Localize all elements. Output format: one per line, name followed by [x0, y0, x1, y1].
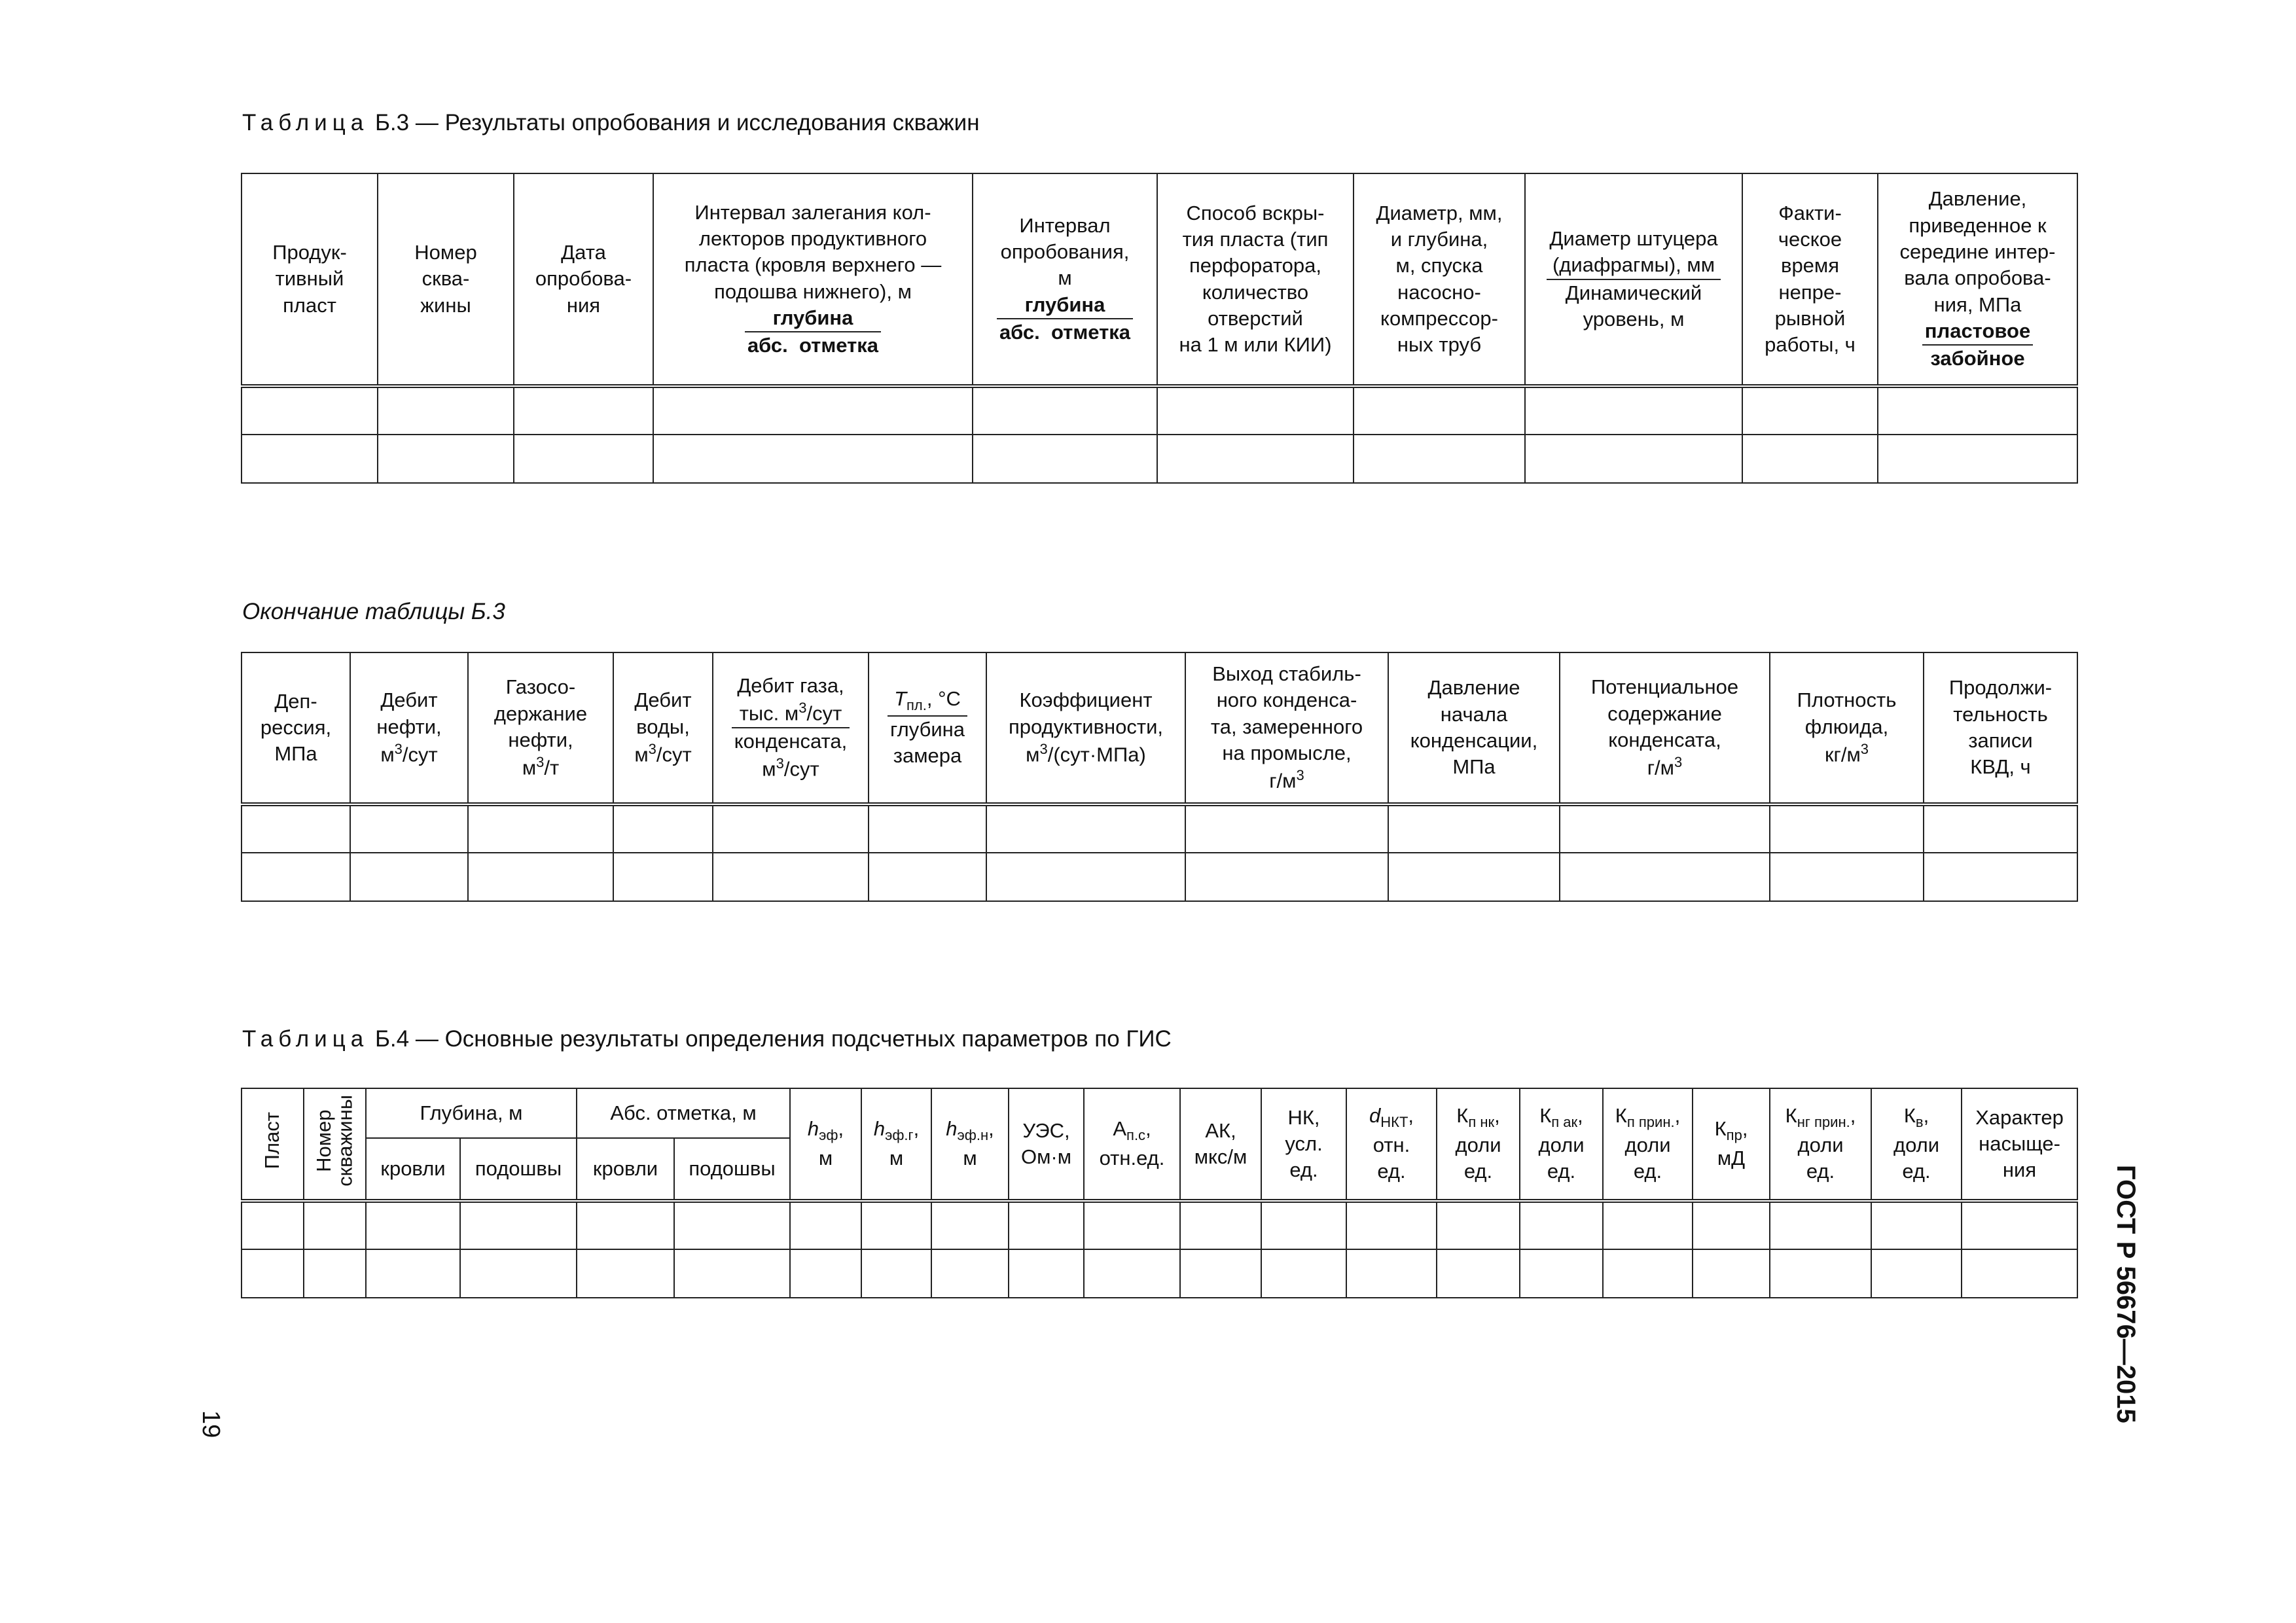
- table-cell[interactable]: [468, 853, 613, 901]
- table-cell[interactable]: [1180, 1201, 1261, 1249]
- b3e-header-oil-rate: [350, 652, 468, 804]
- table-cell[interactable]: [1354, 435, 1525, 483]
- b4-plast-text: Пласт: [260, 1112, 284, 1169]
- b4-kngprin-sub: нг прин.: [1797, 1114, 1850, 1131]
- b3e-temperature-sub: пл.: [906, 697, 927, 714]
- table-cell[interactable]: [1084, 1249, 1180, 1298]
- b4-header-abs-top: кровли: [577, 1138, 674, 1201]
- b3e-potential-content-text: Потенциальное содержание конденсата, г/м: [1590, 675, 1739, 779]
- table-cell[interactable]: [986, 853, 1185, 901]
- table-cell[interactable]: [366, 1201, 460, 1249]
- b4-header-nk: НК, усл. ед.: [1261, 1088, 1346, 1201]
- table-cell[interactable]: [1871, 1201, 1962, 1249]
- table-cell[interactable]: [1388, 804, 1560, 853]
- b4-header-plast: [242, 1088, 304, 1201]
- table-b3-caption: [242, 110, 980, 136]
- b3-interval-text: Интервал залегания кол- лекторов продуктивного пласта (кровля верхнего — подошва нижнего), м: [684, 200, 942, 303]
- b3e-gas-rate-fraction: [732, 673, 850, 783]
- table-cell[interactable]: [1924, 804, 2077, 853]
- b3e-header-duration: Продолжи- тельность записи КВД, ч: [1924, 652, 2077, 804]
- b3-test-interval-fraction: [997, 292, 1133, 346]
- b3e-header-condensate-yield: [1185, 652, 1388, 804]
- table-cell[interactable]: [1693, 1249, 1770, 1298]
- table-row: [242, 386, 2077, 435]
- document-code: ГОСТ Р 56676—2015: [2111, 1165, 2140, 1423]
- table-cell[interactable]: [1157, 386, 1354, 435]
- b3-interval-frac-den: абс. отметка: [747, 334, 879, 357]
- table-cell[interactable]: [1157, 435, 1354, 483]
- table-b3-end-header-row: [242, 652, 2077, 804]
- b3e-oil-rate-unit: /сут: [402, 743, 438, 766]
- b3e-gas-rate-den-text: конденсата, м: [734, 730, 848, 781]
- table-cell[interactable]: [674, 1249, 790, 1298]
- table-cell[interactable]: [242, 853, 350, 901]
- b3-pressure-fraction: [1922, 318, 2033, 372]
- b3-pressure-frac-num: пластовое: [1922, 318, 2033, 346]
- b4-header-kngprin: [1770, 1088, 1871, 1201]
- table-b3: [241, 173, 2078, 484]
- table-cell[interactable]: [514, 435, 653, 483]
- table-cell[interactable]: [1693, 1201, 1770, 1249]
- table-cell[interactable]: [1009, 1249, 1084, 1298]
- table-cell[interactable]: [1346, 1249, 1437, 1298]
- table-cell[interactable]: [468, 804, 613, 853]
- table-cell[interactable]: [973, 386, 1157, 435]
- table-cell[interactable]: [1878, 386, 2077, 435]
- table-row: [242, 804, 2077, 853]
- b4-kpprin-symbol: К: [1615, 1104, 1627, 1128]
- table-cell[interactable]: [1520, 1201, 1603, 1249]
- table-cell[interactable]: [1185, 804, 1388, 853]
- table-cell[interactable]: [1878, 435, 2077, 483]
- b4-header-kpprin: [1603, 1088, 1693, 1201]
- b4-kv-unit: , доли ед.: [1893, 1104, 1940, 1183]
- b4-kpak-unit: , доли ед.: [1538, 1104, 1585, 1183]
- b3-interval-frac-num: глубина: [745, 305, 881, 332]
- b4-header-h-ef: [790, 1088, 861, 1201]
- table-row: [242, 1249, 2077, 1298]
- table-b3-header-row: [242, 173, 2077, 386]
- table-cell[interactable]: [931, 1201, 1009, 1249]
- table-cell[interactable]: [613, 853, 713, 901]
- b3-choke-frac-num: Диаметр штуцера (диафрагмы), мм: [1547, 226, 1720, 280]
- b4-header-kpnk: [1437, 1088, 1520, 1201]
- b4-dnkt-unit: , отн. ед.: [1372, 1104, 1414, 1183]
- b4-well-text: Номер скважины: [312, 1094, 357, 1186]
- b3-header-interval: [653, 173, 973, 386]
- b3e-productivity-sup: 3: [1039, 740, 1048, 757]
- b4-header-well: [304, 1088, 366, 1201]
- b3e-header-temperature: [869, 652, 986, 804]
- table-b3-title: Б.3 — Результаты опробования и исследования скважин: [368, 110, 980, 135]
- b3e-header-density: [1770, 652, 1924, 804]
- table-cell[interactable]: [514, 386, 653, 435]
- table-cell[interactable]: [713, 804, 869, 853]
- table-cell[interactable]: [674, 1201, 790, 1249]
- table-cell[interactable]: [1603, 1201, 1693, 1249]
- b4-header-character: Характер насыще- ния: [1962, 1088, 2077, 1201]
- b3-header-choke: [1525, 173, 1742, 386]
- table-cell[interactable]: [1525, 386, 1742, 435]
- b4-header-abs: Абс. отметка, м: [577, 1088, 790, 1138]
- b3-pressure-text: Давление, приведенное к середине интер- вала опробова- ния, МПа: [1899, 187, 2056, 316]
- table-cell[interactable]: [378, 386, 514, 435]
- table-b4-header-row-1: [242, 1088, 2077, 1138]
- b4-header-depth-bottom: подошвы: [460, 1138, 577, 1201]
- table-b3-label: Таблица: [242, 110, 369, 135]
- b3-header-time: Факти- ческое время непре- рывной работы, ч: [1742, 173, 1878, 386]
- b4-h-efn-unit: , м: [963, 1117, 994, 1170]
- table-cell[interactable]: [1924, 853, 2077, 901]
- b4-aps-sub: п.с: [1126, 1127, 1146, 1144]
- b4-header-h-efn: [931, 1088, 1009, 1201]
- table-b4-label: Таблица: [242, 1026, 369, 1052]
- b3e-temperature-num: [888, 686, 967, 717]
- b4-h-ef-unit: , м: [818, 1117, 844, 1170]
- b3e-gas-rate-den: [732, 728, 850, 783]
- table-cell[interactable]: [869, 804, 986, 853]
- b4-kngprin-symbol: К: [1785, 1104, 1797, 1128]
- table-cell[interactable]: [1770, 804, 1924, 853]
- b3-header-method: Способ вскры- тия пласта (тип перфоратора, количество отверстий на 1 м или КИИ): [1157, 173, 1354, 386]
- b3e-temperature-symbol: T: [894, 687, 907, 711]
- b3e-gas-rate-num-sup: 3: [798, 700, 807, 717]
- b4-header-kpr: [1693, 1088, 1770, 1201]
- b4-kpprin-unit: , доли ед.: [1624, 1104, 1681, 1183]
- b4-header-kpak: [1520, 1088, 1603, 1201]
- b3e-gas-rate-num: [732, 673, 850, 728]
- table-cell[interactable]: [1354, 386, 1525, 435]
- table-cell[interactable]: [242, 1201, 304, 1249]
- b4-kpnk-symbol: К: [1456, 1104, 1469, 1128]
- b3e-header-potential-content: [1560, 652, 1770, 804]
- table-cell[interactable]: [1346, 1201, 1437, 1249]
- table-b4-caption: [242, 1026, 1172, 1052]
- b3e-water-rate-sup: 3: [648, 740, 656, 757]
- b3e-temperature-fraction: [888, 686, 967, 769]
- table-cell[interactable]: [304, 1249, 366, 1298]
- table-cell[interactable]: [378, 435, 514, 483]
- b3e-oil-rate-sup: 3: [394, 740, 403, 757]
- b4-kpnk-unit: , доли ед.: [1455, 1104, 1501, 1183]
- table-cell[interactable]: [1084, 1201, 1180, 1249]
- b4-h-ef-sub: эф: [819, 1127, 838, 1144]
- b3e-header-gas-content: [468, 652, 613, 804]
- b3e-gas-rate-den-unit: /сут: [783, 757, 819, 781]
- b3e-gas-content-unit: /т: [544, 756, 560, 779]
- b4-kpak-symbol: К: [1539, 1104, 1552, 1128]
- b3e-density-text: Плотность флюида, кг/м: [1797, 688, 1897, 766]
- b4-kpnk-sub: п нк: [1468, 1114, 1495, 1131]
- b3e-density-sup: 3: [1860, 740, 1869, 757]
- table-cell[interactable]: [577, 1201, 674, 1249]
- table-cell[interactable]: [350, 804, 468, 853]
- b3e-condensate-yield-text: Выход стабиль- ного конденса- та, замеренного на промысле, г/м: [1210, 662, 1363, 793]
- b4-dnkt-sub: НКТ: [1380, 1114, 1408, 1131]
- table-cell[interactable]: [653, 386, 973, 435]
- b4-header-dnkt: [1346, 1088, 1437, 1201]
- b4-kngprin-unit: , доли ед.: [1797, 1104, 1856, 1183]
- table-cell[interactable]: [986, 804, 1185, 853]
- table-cell[interactable]: [1185, 853, 1388, 901]
- b3e-gas-rate-num-unit: /сут: [806, 702, 842, 725]
- b4-aps-unit: , отн.ед.: [1099, 1117, 1165, 1170]
- b3-header-pressure: [1878, 173, 2077, 386]
- b3-choke-frac-den: Динамический уровень, м: [1565, 281, 1702, 330]
- b3-header-well: Номер сква- жины: [378, 173, 514, 386]
- b4-kpprin-sub: п прин.: [1626, 1114, 1675, 1131]
- table-cell[interactable]: [304, 1201, 366, 1249]
- table-cell[interactable]: [1770, 853, 1924, 901]
- table-b3-end-caption: Окончание таблицы Б.3: [242, 599, 505, 624]
- b4-h-ef-symbol: h: [807, 1117, 819, 1141]
- table-cell[interactable]: [577, 1249, 674, 1298]
- table-cell[interactable]: [1770, 1201, 1871, 1249]
- table-cell[interactable]: [931, 1249, 1009, 1298]
- b3e-condensate-yield-sup: 3: [1296, 767, 1304, 784]
- table-cell[interactable]: [1770, 1249, 1871, 1298]
- b3-header-diameter: Диаметр, мм, и глубина, м, спуска насосно- компрессор- ных труб: [1354, 173, 1525, 386]
- table-cell[interactable]: [861, 1249, 931, 1298]
- b3e-gas-rate-num-text: Дебит газа, тыс. м: [737, 674, 844, 725]
- table-cell[interactable]: [1742, 386, 1878, 435]
- table-b3-end: [241, 652, 2078, 902]
- table-cell[interactable]: [242, 1249, 304, 1298]
- table-row: [242, 853, 2077, 901]
- b4-h-efg-sub: эф.г: [885, 1127, 914, 1144]
- b4-header-kv: [1871, 1088, 1962, 1201]
- table-cell[interactable]: [242, 804, 350, 853]
- table-cell[interactable]: [366, 1249, 460, 1298]
- b4-kpr-sub: пр: [1726, 1127, 1742, 1144]
- table-cell[interactable]: [1437, 1201, 1520, 1249]
- b4-kv-sub: в: [1915, 1114, 1924, 1131]
- b4-dnkt-symbol: d: [1369, 1104, 1381, 1128]
- b4-header-h-efg: [861, 1088, 931, 1201]
- b3e-gas-rate-den-sup: 3: [776, 755, 784, 772]
- b3-pressure-frac-den: забойное: [1930, 347, 2025, 370]
- b3-test-interval-text: Интервал опробования, м: [1000, 213, 1130, 290]
- table-row: [242, 435, 2077, 483]
- b3e-gas-content-sup: 3: [536, 754, 545, 771]
- table-cell[interactable]: [1437, 1249, 1520, 1298]
- table-cell[interactable]: [1520, 1249, 1603, 1298]
- table-cell[interactable]: [973, 435, 1157, 483]
- table-cell[interactable]: [1009, 1201, 1084, 1249]
- b4-kpr-symbol: К: [1714, 1117, 1727, 1141]
- table-cell[interactable]: [1962, 1201, 2077, 1249]
- b4-h-efn-sub: эф.н: [957, 1127, 989, 1144]
- b4-kv-symbol: К: [1903, 1104, 1916, 1128]
- b4-kpak-sub: п ак: [1551, 1114, 1578, 1131]
- b3e-temperature-den: глубина замера: [890, 718, 965, 768]
- b3-choke-fraction: [1547, 226, 1720, 332]
- table-cell[interactable]: [460, 1201, 577, 1249]
- b3-header-plast: Продук- тивный пласт: [242, 173, 378, 386]
- b3e-potential-content-sup: 3: [1674, 754, 1683, 771]
- table-cell[interactable]: [242, 435, 378, 483]
- b3-interval-fraction: [745, 305, 881, 359]
- page-number: 19: [197, 1410, 224, 1438]
- table-cell[interactable]: [1525, 435, 1742, 483]
- table-cell[interactable]: [790, 1201, 861, 1249]
- table-cell[interactable]: [460, 1249, 577, 1298]
- b3e-header-condensation-pressure: Давление начала конденсации, МПа: [1388, 652, 1560, 804]
- b4-kpr-unit: , мД: [1717, 1117, 1748, 1170]
- table-cell[interactable]: [1962, 1249, 2077, 1298]
- table-cell[interactable]: [350, 853, 468, 901]
- table-cell[interactable]: [1742, 435, 1878, 483]
- b3e-water-rate-text: Дебит воды, м: [634, 688, 692, 766]
- table-cell[interactable]: [1560, 804, 1770, 853]
- b4-aps-symbol: А: [1113, 1117, 1127, 1141]
- b3e-water-rate-unit: /сут: [656, 743, 692, 766]
- table-cell[interactable]: [613, 804, 713, 853]
- table-cell[interactable]: [1261, 1249, 1346, 1298]
- b3-test-frac-den: абс. отметка: [999, 320, 1131, 344]
- b3e-productivity-text: Коэффициент продуктивности, м: [1008, 688, 1164, 766]
- table-cell[interactable]: [1560, 853, 1770, 901]
- b4-header-ues: УЭС, Ом·м: [1009, 1088, 1084, 1201]
- b3e-header-water-rate: [613, 652, 713, 804]
- table-cell[interactable]: [1261, 1201, 1346, 1249]
- table-cell[interactable]: [653, 435, 973, 483]
- table-cell[interactable]: [1603, 1249, 1693, 1298]
- table-cell[interactable]: [1388, 853, 1560, 901]
- table-cell[interactable]: [869, 853, 986, 901]
- b4-h-efg-symbol: h: [873, 1117, 886, 1141]
- b3e-header-productivity: [986, 652, 1185, 804]
- b3e-oil-rate-text: Дебит нефти, м: [376, 688, 442, 766]
- b3-header-test-interval: [973, 173, 1157, 386]
- b4-h-efn-symbol: h: [946, 1117, 958, 1141]
- b3e-gas-content-text: Газосо- держание нефти, м: [493, 675, 588, 779]
- table-row: [242, 1201, 2077, 1249]
- b3e-productivity-unit: /(сут·МПа): [1047, 743, 1146, 766]
- b3e-header-depression: Деп- рессия, МПа: [242, 652, 350, 804]
- table-cell[interactable]: [790, 1249, 861, 1298]
- table-cell[interactable]: [1180, 1249, 1261, 1298]
- table-cell[interactable]: [242, 386, 378, 435]
- table-cell[interactable]: [861, 1201, 931, 1249]
- table-cell[interactable]: [713, 853, 869, 901]
- b3-test-frac-num: глубина: [997, 292, 1133, 319]
- b4-header-aps: [1084, 1088, 1180, 1201]
- b4-h-efg-unit: , м: [889, 1117, 920, 1170]
- b3e-temperature-unit: , °С: [926, 687, 961, 711]
- table-b4-title: Б.4 — Основные результаты определения подсчетных параметров по ГИС: [368, 1026, 1172, 1052]
- table-cell[interactable]: [1871, 1249, 1962, 1298]
- table-b4: [241, 1088, 2078, 1298]
- b4-header-ak: АК, мкс/м: [1180, 1088, 1261, 1201]
- b4-header-depth: Глубина, м: [366, 1088, 577, 1138]
- b4-header-depth-top: кровли: [366, 1138, 460, 1201]
- b3-header-date: Дата опробова- ния: [514, 173, 653, 386]
- b3e-header-gas-rate: [713, 652, 869, 804]
- b4-header-abs-bottom: подошвы: [674, 1138, 790, 1201]
